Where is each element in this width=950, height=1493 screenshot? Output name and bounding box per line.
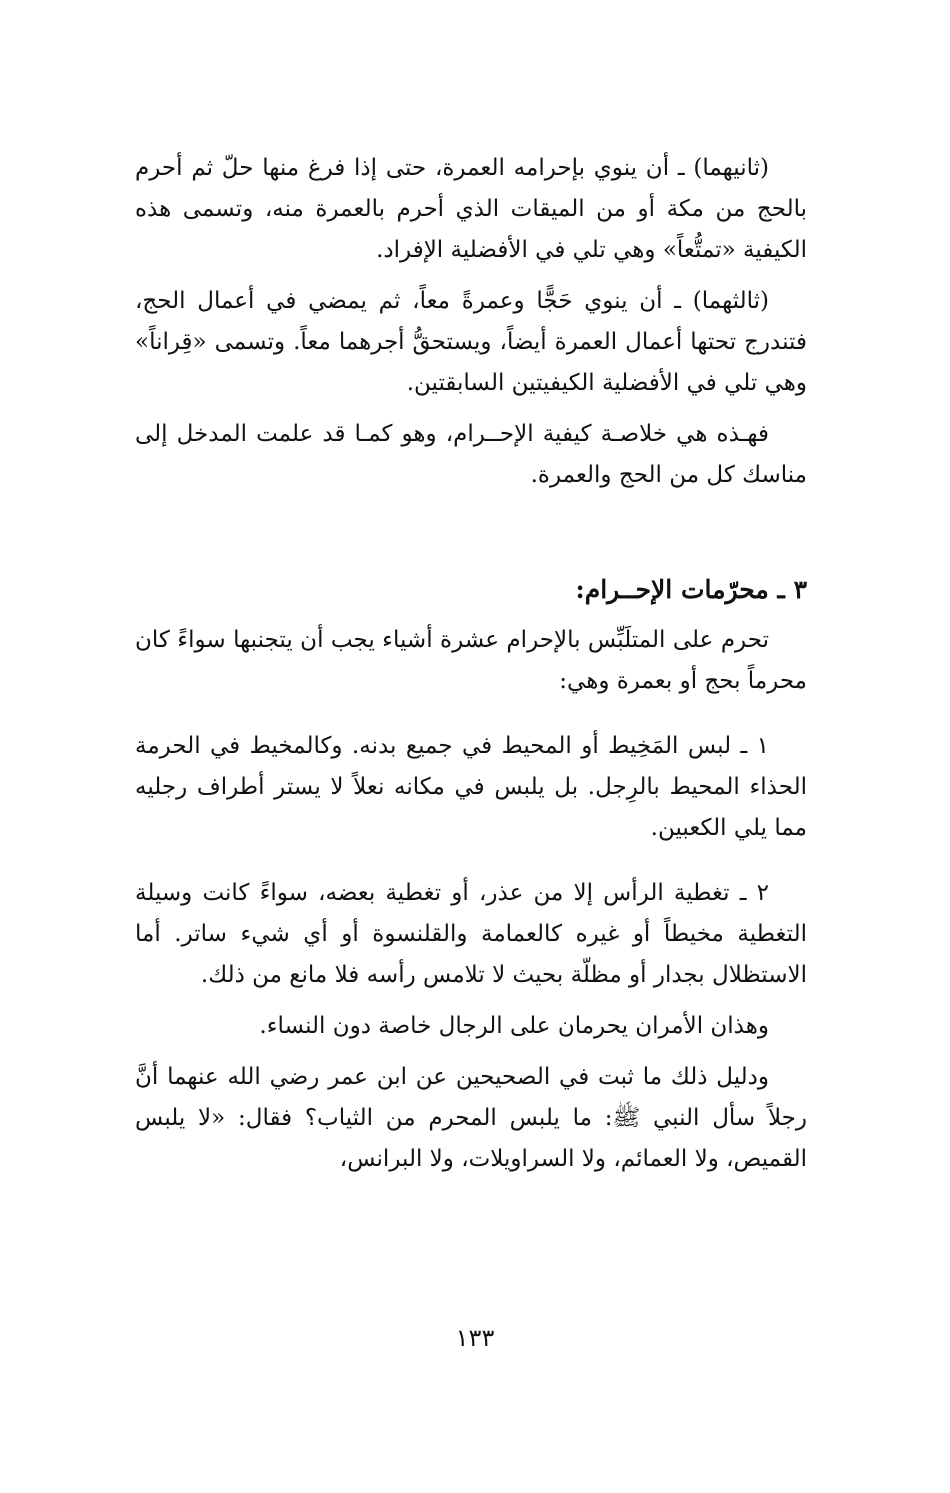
paragraph-intro: تحرم على المتلَبِّس بالإحرام عشرة أشياء يجب أن يتجنبها سواءً كان محرماً بحج أو بعمرة وهي: [135, 627, 807, 694]
paragraph-second-method: (ثانيهما) ـ أن ينوي بإحرامه العمرة، حتى إذا فرغ منها حلّ ثم أحرم بالحج من مكة أو من الميقات الذي أحرم بالعمرة منه، وتسمى هذه الكيفية «تمتُّعاً» وهي تلي في الأفضلية الإفراد. [135, 155, 807, 263]
list-item-2: ٢ ـ تغطية الرأس إلا من عذر، أو تغطية بعضه، سواءً كانت وسيلة التغطية مخيطاً أو غيره كالعمامة والقلنسوة أو أي شيء ساتر. أما الاستظلال بجدار أو مظلّة بحيث لا تلامس رأسه فلا مانع من ذلك. [135, 880, 807, 988]
paragraph-note-men: وهذان الأمران يحرمان على الرجال خاصة دون النساء. [259, 1013, 769, 1039]
section-spacer [135, 506, 807, 568]
page-body [135, 148, 807, 1190]
paragraph-third-method: (ثالثهما) ـ أن ينوي حَجًّا وعمرةً معاً، ثم يمضي في أعمال الحج، فتندرج تحتها أعمال العمرة أيضاً، ويستحقُّ أجرهما معاً. وتسمى «قِراناً» وهي تلي في الأفضلية الكيفيتين السابقتين. [135, 288, 807, 396]
section-heading: ٣ ـ محرّمات الإحــرام: [575, 575, 807, 604]
list-item-1: ١ ـ لبس المَخِيط أو المحيط في جميع بدنه. وكالمخيط في الحرمة الحذاء المحيط بالرِجل. بل يلبس في مكانه نعلاً لا يستر أطراف رجليه مما يلي الكعبين. [135, 733, 807, 841]
page-number: ١٣٣ [455, 1324, 495, 1352]
paragraph-evidence: ودليل ذلك ما ثبت في الصحيحين عن ابن عمر رضي الله عنهما أنَّ رجلاً سأل النبي ﷺ: ما يلبس المحرم من الثياب؟ فقال: «لا يلبس القميص، ولا العمائم، ولا السراويلات، ولا البرانس، [135, 1064, 807, 1172]
paragraph-summary: فهـذه هي خلاصـة كيفية الإحــرام، وهو كمـا قد علمت المدخل إلى مناسك كل من الحج والعمرة. [135, 421, 807, 488]
